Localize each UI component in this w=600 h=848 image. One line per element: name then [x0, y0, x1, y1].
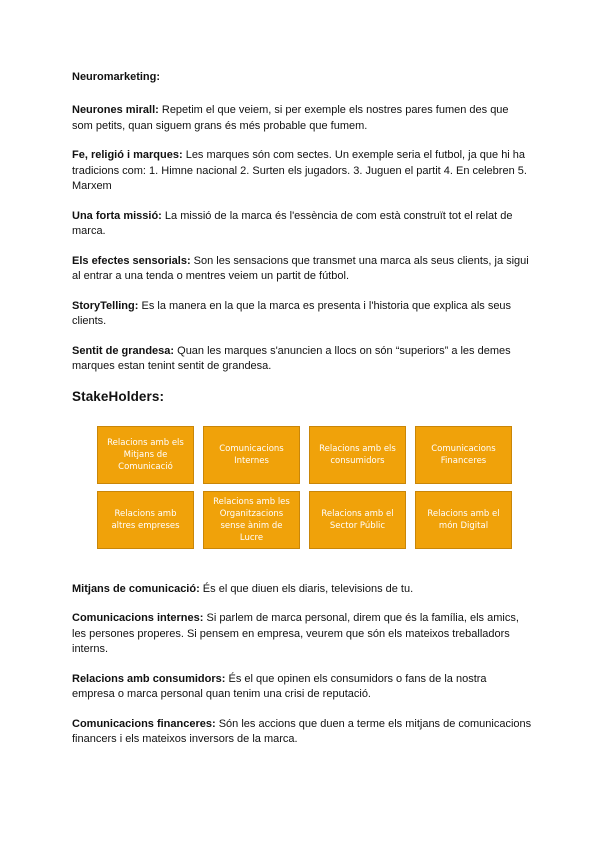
paragraph-neurones-mirall [72, 103, 532, 134]
paragraph-text: Es la manera en la que la marca es presenta i l'historia que explica als seus clients. [72, 299, 512, 327]
stakeholder-box: Relacions amb el món Digital [415, 491, 512, 549]
stakeholder-box: Relacions amb els Mitjans de Comunicació [97, 426, 194, 484]
paragraph-text: La missió de la marca és l'essència de com està construït tot el relat de marca. [72, 209, 513, 237]
paragraph-term: Els efectes sensorials: [72, 254, 191, 267]
paragraph-term: Mitjans de comunicació: [72, 582, 200, 595]
paragraph-efectes-sensorials [72, 254, 532, 285]
stakeholder-box: Relacions amb les Organitzacions sense ànim de Lucre [203, 491, 300, 549]
stakeholder-box: Comunicacions Financeres [415, 426, 512, 484]
document-page [72, 70, 532, 762]
paragraph-comunicacions-internes [72, 611, 532, 658]
stakeholder-box: Relacions amb el Sector Públic [309, 491, 406, 549]
paragraph-text: Son les sensacions que transmet una marca als seus clients, ja sigui al entrar a una tenda o mentres veiem un partit de fútbol. [72, 254, 529, 282]
paragraph-term: Neurones mirall: [72, 104, 159, 116]
paragraph-text: Les marques són com sectes. Un exemple seria el futbol, ja que hi ha tradicions com: 1. Himne nacional 2. Surten els jugadors. 3. Juguen el partit 4. En celebren 5. Marxem [72, 149, 527, 192]
paragraph-text: Quan les marques s'anuncien a llocs on són “superiors” a les demes marques estan tenint sentit de grandesa. [72, 344, 511, 372]
paragraph-fe-religio [72, 148, 532, 195]
stakeholders-diagram [97, 426, 513, 549]
paragraph-term: Fe, religió i marques: [72, 149, 183, 161]
paragraph-text: Si parlem de marca personal, direm que és la família, els amics, les persones properes. Si pensem en empresa, veurem que són els mateixos treballadors interns. [72, 612, 519, 655]
paragraph-text: Repetim el que veiem, si per exemple els nostres pares fumen des que som petits, quan siguem grans és més probable que fumem. [72, 104, 509, 132]
paragraph-text: És el que opinen els consumidors o fans de la nostra empresa o marca personal quan tenim una crisi de reputació. [72, 672, 487, 700]
stakeholders-heading: StakeHolders: [72, 388, 165, 404]
paragraph-mitjans [72, 582, 532, 598]
paragraph-storytelling [72, 299, 532, 330]
paragraph-sentit-grandesa [72, 344, 532, 375]
paragraph-term: Sentit de grandesa: [72, 344, 175, 357]
paragraph-term: Comunicacions internes: [72, 612, 204, 624]
paragraph-term: Relacions amb consumidors: [72, 672, 226, 685]
stakeholder-box: Relacions amb altres empreses [97, 491, 194, 549]
document-title: Neuromarketing: [72, 71, 161, 83]
paragraph-term: Comunicacions financeres: [72, 717, 216, 730]
paragraph-forta-missio [72, 209, 532, 240]
paragraph-comunicacions-financeres [72, 717, 532, 748]
paragraph-text: És el que diuen els diaris, televisions de tu. [199, 582, 414, 595]
stakeholder-box: Relacions amb els consumidors [309, 426, 406, 484]
paragraph-relacions-consumidors [72, 672, 532, 703]
paragraph-term: Una forta missió: [72, 209, 162, 222]
paragraph-term: StoryTelling: [72, 299, 139, 312]
paragraph-text: Són les accions que duen a terme els mitjans de comunicacions financers i els mateixos inversors de la marca. [72, 717, 532, 745]
stakeholder-box: Comunicacions Internes [203, 426, 300, 484]
